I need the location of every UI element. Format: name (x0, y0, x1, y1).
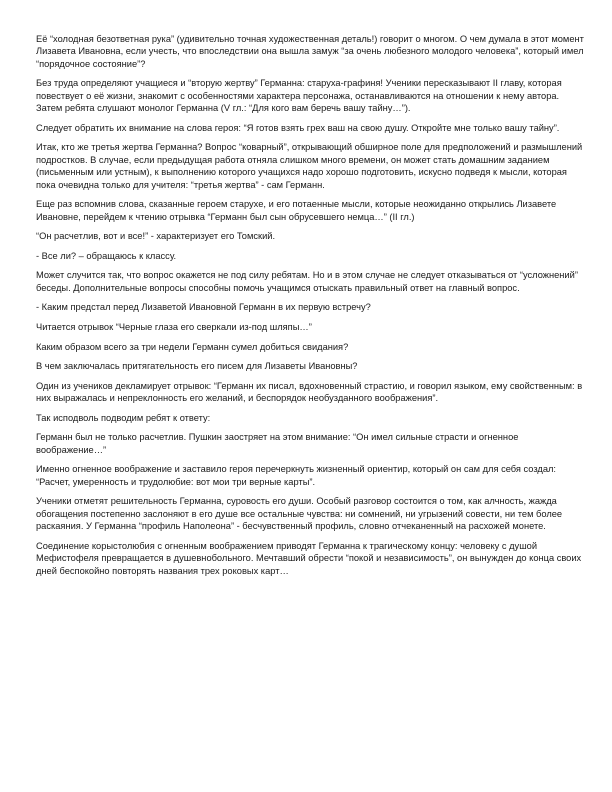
paragraph: Без труда определяют учащиеся и “вторую жертву” Германна: старуха-графиня! Ученики пересказывают II главу, которая повествует о её жизни, знакомит с особенностями характера персонажа, останавливаются на отношении к нему автора. Затем ребята слушают монолог Германна (V гл.: “Для кого вам беречь вашу тайну…”). (36, 78, 562, 114)
paragraph: Читается отрывок “Черные глаза его сверкали из-под шляпы…” (36, 322, 312, 332)
paragraph: Так исподволь подводим ребят к ответу: (36, 412, 211, 423)
paragraph: Может случится так, что вопрос окажется не под силу ребятам. Но и в этом случае не следует отказываться от “усложнений” беседы. Дополнительные вопросы способны помочь учащимся отыскать правильный ответ на главный вопрос. (36, 270, 578, 293)
quote-line: “Он расчетлив, вот и все!” - характеризует его Томский. (36, 231, 276, 242)
paragraph: Один из учеников декламирует отрывок: “Германн их писал, вдохновенный страстию, и говорил языком, ему свойственным: в них выражалась и непреклонность его желаний, и беспорядок необузданного воображения”. (36, 380, 583, 404)
question-line: - Каким предстал перед Лизаветой Ивановной Германн в их первую встречу? (36, 302, 371, 313)
paragraph: Соединение корыстолюбия с огненным воображением приводят Германна к трагическому концу: человеку с душой Мефистофеля превращается в душевнобольного. Мечтавший обрести “покой и независимость”, он вынужден до конца своих дней беспокойно повторять названия трех роковых карт… (36, 540, 582, 576)
question-line: В чем заключалась притягательность его писем для Лизаветы Ивановны? (36, 361, 358, 372)
paragraph: Еще раз вспомнив слова, сказанные героем старухе, и его потаенные мысли, которые неожиданно открылись Лизавете Ивановне, перейдем к чтению отрывка “Германн был сын обрусевшего немца…” (II гл.) (36, 199, 557, 222)
paragraph: Её “холодная безответная рука” (удивительно точная художественная деталь!) говорит о многом. О чем думала в этот момент Лизавета Ивановна, если учесть, что впоследствии она вышла замуж “за очень любезного молодого человека”, который имел “порядочное состояние”? (36, 34, 584, 69)
dialogue-line: - Все ли? – обращаюсь к классу. (36, 250, 177, 261)
paragraph: Именно огненное воображение и заставило героя перечеркнуть жизненный ориентир, который он сам для себя создал: “Расчет, умеренность и трудолюбие: вот мои три верные карты”. (36, 464, 557, 487)
question-line: Каким образом всего за три недели Германн сумел добиться свидания? (36, 341, 349, 352)
paragraph: Итак, кто же третья жертва Германна? Вопрос “коварный”, открывающий обширное поле для предположений и размышлений подростков. В случае, если предыдущая работа отняла слишком много времени, он может стать домашним заданием (письменным или устным), к выполнению которого учащихся надо хорошо подготовить, искусно подведя к мысли, которая пока очевидна только для учителя: “третья жертва” - сам Германн. (36, 142, 583, 190)
paragraph: Следует обратить их внимание на слова героя: “Я готов взять грех ваш на свою душу. Откройте мне только вашу тайну”. (36, 122, 560, 133)
paragraph: Ученики отметят решительность Германна, суровость его души. Особый разговор состоится о том, как алчность, жажда обогащения постепенно заслоняют в его душе все остальные чувства: ни сомнений, ни угрызений совести, ни тем более раскаяния. У Германна “профиль Наполеона” - бесчувственный профиль, словно отчеканенный на расхожей монете. (36, 496, 563, 532)
paragraph: Германн был не только расчетлив. Пушкин заостряет на этом внимание: “Он имел сильные страсти и огненное воображение…” (36, 432, 519, 455)
